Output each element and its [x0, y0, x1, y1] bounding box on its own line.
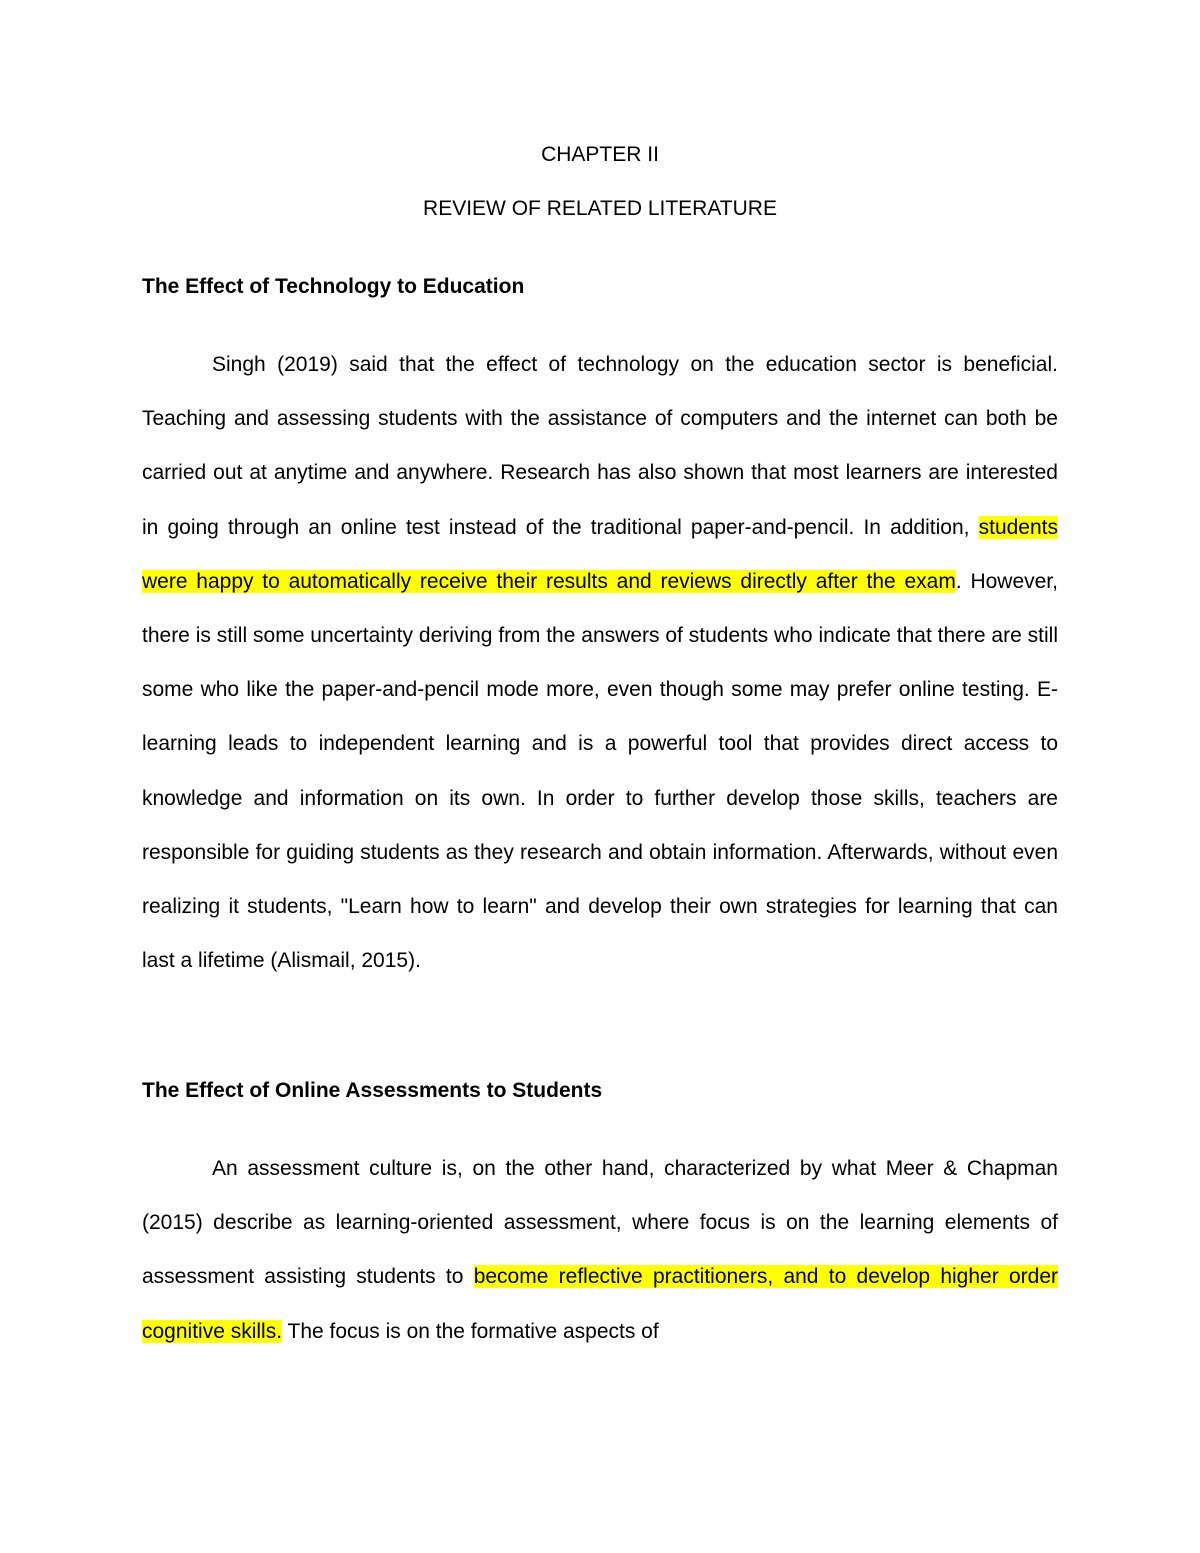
paragraph-text: The focus is on the formative aspects of — [282, 1319, 659, 1343]
chapter-title: REVIEW OF RELATED LITERATURE — [423, 197, 777, 220]
section-heading-online-assessments: The Effect of Online Assessments to Students — [142, 1079, 603, 1102]
section-heading-technology-education: The Effect of Technology to Education — [142, 275, 525, 298]
paragraph-text: An assessment culture is, on the other hand, characterized by what Meer & Chapman (2015) describe as learning-oriented assessment, where focus is on the learning elements of assessment assisting students to — [142, 1157, 1058, 1289]
highlighted-text: students were happy to automatically receive their results and reviews directly after the exam — [142, 515, 1058, 593]
chapter-number: CHAPTER II — [541, 143, 659, 166]
paragraph-online-assessments — [142, 1142, 1058, 1358]
highlighted-text: become reflective practitioners, and to develop higher order cognitive skills. — [142, 1265, 1058, 1343]
paragraph-technology-education — [142, 338, 1058, 988]
paragraph-text: . However, there is still some uncertainty deriving from the answers of students who indicate that there are still some who like the paper-and-pencil mode more, even though some may prefer online testing. E-learning leads to independent learning and is a powerful tool that provides direct access to knowledge and information on its own. In order to further develop those skills, teachers are responsible for guiding students as they research and obtain information. Afterwards, without even realizing it students, "Learn how to learn" and develop their own strategies for learning that can last a lifetime (Alismail, 2015). — [142, 569, 1058, 973]
paragraph-text: Singh (2019) said that the effect of technology on the education sector is beneficial. Teaching and assessing students with the assistance of computers and the internet can both be carried out at anytime and anywhere. Research has also shown that most learners are interested in going through an online test instead of the traditional paper-and-pencil. In addition, — [142, 353, 1058, 539]
